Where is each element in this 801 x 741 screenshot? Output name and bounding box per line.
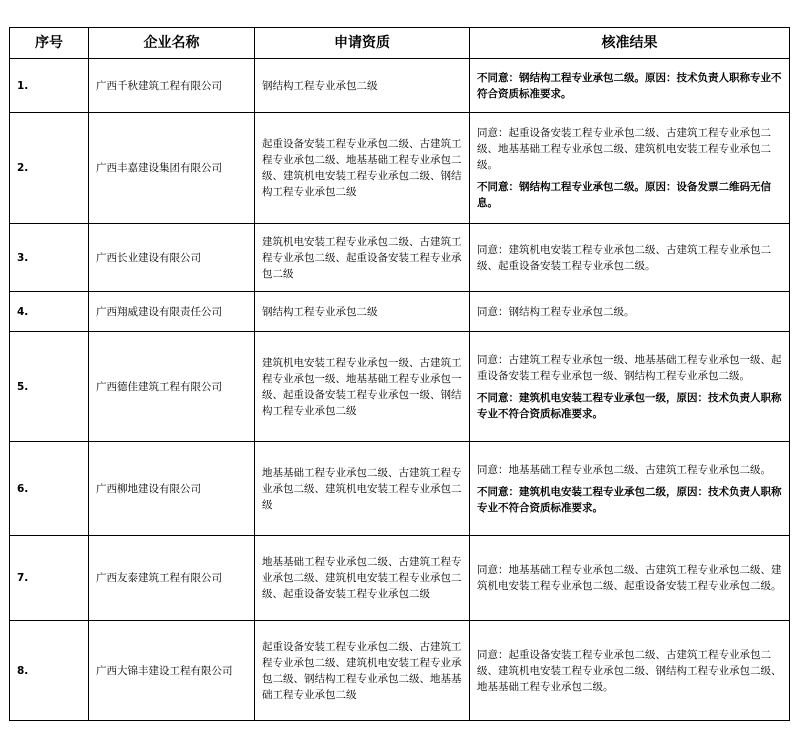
applied-qualification: 钢结构工程专业承包二级	[255, 59, 470, 113]
header-index: 序号	[10, 28, 89, 59]
company-name: 广西柳地建设有限公司	[89, 442, 255, 536]
result-approved: 同意：起重设备安装工程专业承包二级、古建筑工程专业承包二级、建筑机电安装工程专业承包二级、钢结构工程专业承包二级、地基基础工程专业承包二级。	[477, 648, 782, 693]
company-name: 广西丰嘉建设集团有限公司	[89, 113, 255, 224]
row-index: 1.	[10, 59, 89, 113]
table-row	[10, 292, 790, 332]
result-approved: 同意：古建筑工程专业承包一级、地基基础工程专业承包一级、起重设备安装工程专业承包一级、钢结构工程专业承包二级。	[477, 353, 782, 382]
applied-qualification: 钢结构工程专业承包二级	[255, 292, 470, 332]
result-approved: 同意：地基基础工程专业承包二级、古建筑工程专业承包二级。	[477, 463, 771, 476]
row-index: 7.	[10, 536, 89, 621]
result-approved: 同意：建筑机电安装工程专业承包二级、古建筑工程专业承包二级、起重设备安装工程专业承包二级。	[477, 243, 771, 272]
applied-qualification: 起重设备安装工程专业承包二级、古建筑工程专业承包二级、建筑机电安装工程专业承包二级、钢结构工程专业承包二级、地基基础工程专业承包二级	[255, 621, 470, 721]
applied-qualification: 起重设备安装工程专业承包二级、古建筑工程专业承包二级、地基基础工程专业承包二级、建筑机电安装工程专业承包二级、钢结构工程专业承包二级	[255, 113, 470, 224]
table-row	[10, 621, 790, 721]
result-rejected: 不同意：建筑机电安装工程专业承包二级，原因：技术负责人职称专业不符合资质标准要求。	[477, 485, 782, 514]
approval-result	[470, 442, 790, 536]
header-qualification: 申请资质	[255, 28, 470, 59]
document-page	[9, 27, 790, 721]
company-name: 广西德佳建筑工程有限公司	[89, 332, 255, 442]
header-company: 企业名称	[89, 28, 255, 59]
approval-results-table	[9, 27, 790, 721]
applied-qualification: 建筑机电安装工程专业承包一级、古建筑工程专业承包一级、地基基础工程专业承包一级、起重设备安装工程专业承包一级、钢结构工程专业承包二级	[255, 332, 470, 442]
table-row	[10, 59, 790, 113]
applied-qualification: 建筑机电安装工程专业承包二级、古建筑工程专业承包二级、起重设备安装工程专业承包二级	[255, 224, 470, 292]
table-row	[10, 113, 790, 224]
company-name: 广西友泰建筑工程有限公司	[89, 536, 255, 621]
applied-qualification: 地基基础工程专业承包二级、古建筑工程专业承包二级、建筑机电安装工程专业承包二级	[255, 442, 470, 536]
table-row	[10, 332, 790, 442]
approval-result	[470, 59, 790, 113]
result-rejected: 不同意：建筑机电安装工程专业承包一级，原因：技术负责人职称专业不符合资质标准要求。	[477, 391, 782, 420]
company-name: 广西长业建设有限公司	[89, 224, 255, 292]
table-row	[10, 442, 790, 536]
result-rejected: 不同意：钢结构工程专业承包二级。原因：设备发票二维码无信息。	[477, 181, 771, 209]
table-header-row	[10, 28, 790, 59]
row-index: 2.	[10, 113, 89, 224]
header-result: 核准结果	[470, 28, 790, 59]
row-index: 8.	[10, 621, 89, 721]
approval-result	[470, 332, 790, 442]
row-index: 3.	[10, 224, 89, 292]
company-name: 广西翔威建设有限责任公司	[89, 292, 255, 332]
company-name: 广西千秋建筑工程有限公司	[89, 59, 255, 113]
row-index: 4.	[10, 292, 89, 332]
approval-result	[470, 292, 790, 332]
row-index: 5.	[10, 332, 89, 442]
approval-result	[470, 224, 790, 292]
approval-result	[470, 113, 790, 224]
table-row	[10, 224, 790, 292]
company-name: 广西大锦丰建设工程有限公司	[89, 621, 255, 721]
approval-result	[470, 536, 790, 621]
result-approved: 同意：起重设备安装工程专业承包二级、古建筑工程专业承包二级、地基基础工程专业承包二级、建筑机电安装工程专业承包二级。	[477, 127, 771, 171]
result-rejected: 不同意：钢结构工程专业承包二级。原因：技术负责人职称专业不符合资质标准要求。	[477, 71, 782, 100]
row-index: 6.	[10, 442, 89, 536]
result-approved: 同意：钢结构工程专业承包二级。	[477, 305, 635, 318]
table-row	[10, 536, 790, 621]
applied-qualification: 地基基础工程专业承包二级、古建筑工程专业承包二级、建筑机电安装工程专业承包二级、起重设备安装工程专业承包二级	[255, 536, 470, 621]
result-approved: 同意：地基基础工程专业承包二级、古建筑工程专业承包二级、建筑机电安装工程专业承包二级、起重设备安装工程专业承包二级。	[477, 564, 782, 592]
approval-result	[470, 621, 790, 721]
